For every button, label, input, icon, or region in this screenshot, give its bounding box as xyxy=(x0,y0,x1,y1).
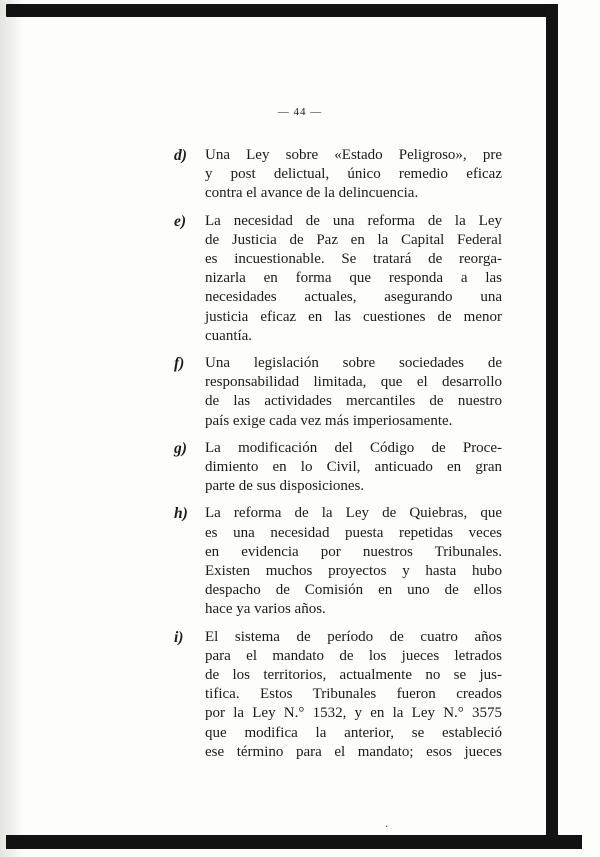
scan-border-top xyxy=(6,4,558,17)
list-item xyxy=(166,628,502,762)
text-line: responsabilidad limitada, que el desarrollo xyxy=(205,374,502,391)
text-line: país exige cada vez más imperiosamente. xyxy=(205,412,453,429)
text-line: ese término para el mandato; esos jueces xyxy=(205,743,502,760)
text-line: y post delictual, único remedio eficaz xyxy=(205,166,502,183)
text-line: para el mandato de los jueces letrados xyxy=(205,647,502,664)
item-label: e) xyxy=(174,212,187,230)
list-item xyxy=(166,146,502,204)
item-text xyxy=(205,146,502,204)
item-label: h) xyxy=(174,505,188,523)
text-line: es incuestionable. Se tratará de reorga- xyxy=(205,251,502,268)
item-text xyxy=(205,628,502,762)
item-label: i) xyxy=(174,628,184,646)
text-line: Existen muchos proyectos y hasta hubo xyxy=(205,563,502,580)
text-line: justicia eficaz en las cuestiones de menor xyxy=(205,308,502,325)
footer-mark: · xyxy=(385,822,389,833)
text-line: es una necesidad puesta repetidas veces xyxy=(205,524,502,541)
text-line: contra el avance de la delincuencia. xyxy=(205,185,419,202)
item-text xyxy=(205,504,502,619)
page-number: — 44 — xyxy=(277,106,323,118)
item-label: f) xyxy=(174,355,185,373)
text-line: necesidades actuales, asegurando una xyxy=(205,289,502,306)
text-line: por la Ley N.° 1532, y en la Ley N.° 3575 xyxy=(205,705,502,722)
list-item xyxy=(166,354,502,431)
text-line: El sistema de período de cuatro años xyxy=(205,628,502,645)
list-item xyxy=(166,212,502,346)
text-line: despacho de Comisión en uno de ellos xyxy=(205,582,502,599)
page-edge-shadow xyxy=(0,0,24,857)
item-text xyxy=(205,212,502,346)
scan-border-bottom xyxy=(6,835,582,849)
text-line: La reforma de la Ley de Quiebras, que xyxy=(205,505,502,522)
text-line: que modifica la anterior, se estableció xyxy=(205,724,502,741)
text-line: Una legislación sobre sociedades de xyxy=(205,355,502,372)
text-line: de las actividades mercantiles de nuestro xyxy=(205,393,502,410)
text-line: hace ya varios años. xyxy=(205,601,326,618)
text-line: nizarla en forma que responda a las xyxy=(205,270,502,287)
scan-border-right xyxy=(546,4,558,840)
text-line: La modificación del Código de Proce- xyxy=(205,439,502,456)
text-line: de los territorios, actualmente no se jus- xyxy=(205,667,502,684)
item-label: d) xyxy=(174,147,187,164)
text-line: en evidencia por nuestros Tribunales. xyxy=(205,543,502,560)
text-line: de Justicia de Paz en la Capital Federal xyxy=(205,231,502,248)
item-text xyxy=(205,354,502,431)
text-line: parte de sus disposiciones. xyxy=(205,478,365,495)
list-item xyxy=(166,439,502,497)
text-line: cuantía. xyxy=(205,327,253,344)
text-line: tifica. Estos Tribunales fueron creados xyxy=(205,686,502,703)
enumerated-list xyxy=(166,146,502,770)
text-line: dimiento en lo Civil, anticuado en gran xyxy=(205,459,502,476)
item-label: g) xyxy=(174,439,187,457)
text-line: Una Ley sobre «Estado Peligroso», pre xyxy=(205,147,502,163)
item-text xyxy=(205,439,502,497)
text-line: La necesidad de una reforma de la Ley xyxy=(205,212,502,229)
list-item xyxy=(166,504,502,619)
